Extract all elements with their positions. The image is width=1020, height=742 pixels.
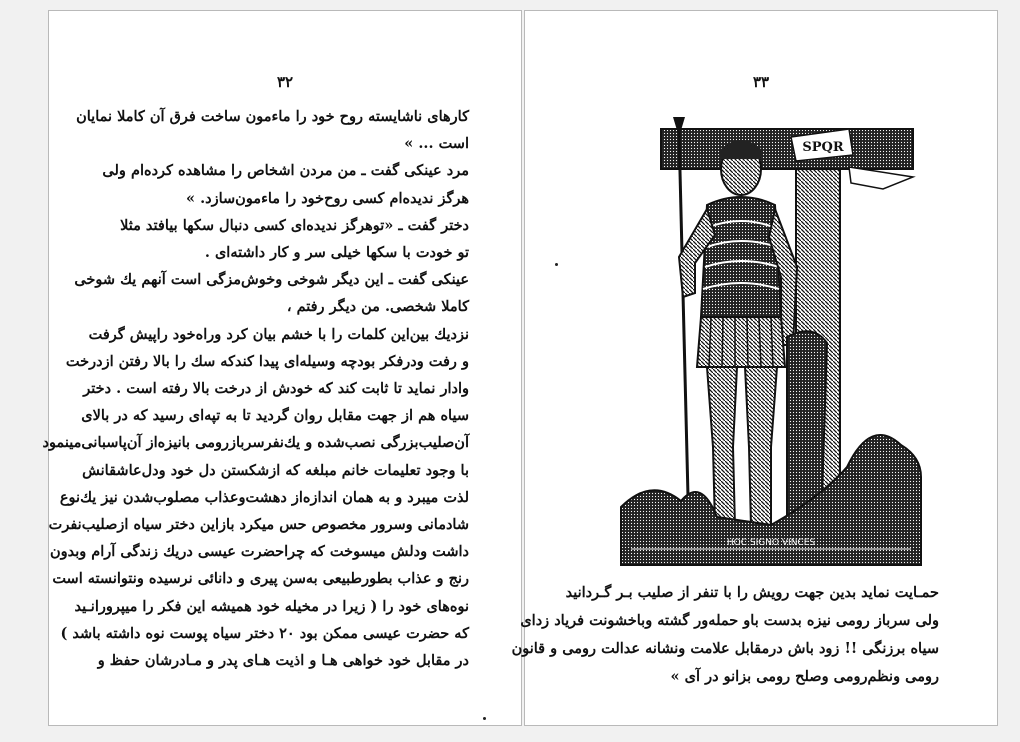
text-line: در مقابل خود خواهی هـا و اذیت هـای پدر و مـادرشان حفظ و [97,652,469,670]
text-line: دختر گفت ـ «توهرگز ندیده‌ای کسی دنبال سکها بیافتد مثلا [120,216,469,234]
text-line: رنج و عذاب بطورطبیعی به‌سن پیری و دانائی نرسیده ونتوانسته است [52,570,469,588]
text-line: شادمانی وسرور مخصوص حس میکرد بازاین دختر سیاه ازصلیب‌نفرت [48,516,469,534]
left-page-text [42,103,469,674]
text-line: عینکی گفت ـ این دیگر شوخی وخوش‌مزگی است آنهم یك شوخی [74,271,469,289]
right-page [511,10,998,726]
soldier-armor [701,197,781,317]
text-line: مرد عینکی گفت ـ من مردن اشخاص را مشاهده کرده‌ام ولی [102,162,469,180]
text-line: سیاه هم از جهت مقابل روان گردید تا به تپه‌ای رسید که در بالای [81,407,469,425]
text-line: لذت میبرد و به همان اندازه‌از دهشت‌وعذاب مصلوب‌شدن نیز یك‌نوع [59,488,469,506]
plinth-inscription: HOC SIGNO VINCES [726,538,816,548]
text-line: ولی سرباز رومی نیزه بدست باو حمله‌ور گشته وباخشونت فریاد زد‌ای [520,612,939,629]
text-line: سیاه برزنگی !! زود باش درمقابل علامت ونشانه عدالت رومی و قانون [511,640,939,657]
text-line: نزدیك بین‌این کلمات را با خشم بیان کرد وراه‌خود راپیش گرفت [88,325,469,343]
soldier-left-leg [707,367,737,527]
left-page [42,10,522,726]
right-page-text [511,579,939,691]
text-line: حمـایت نماید بدین جهت رویش را با تنفر از صلیب بـر گـردانید [565,584,939,601]
text-line: هرگز ندیده‌ام کسی روح‌خود را ماءمون‌سازد. » [185,189,469,207]
banner-text: SPQR [802,140,844,155]
text-line: آن‌صلیب‌بزرگی نصب‌شده و یك‌نفرسربازرومی بانیزه‌از آن‌پاسبانی‌مینمود [42,434,469,452]
banner-ribbon [849,167,913,189]
page-number-left: ۳۲ [276,73,294,91]
spear [679,131,689,537]
text-line: و رفت ودرفکر بودچه وسیله‌ای پیدا کندکه سك را بالا رفتن ازدرخت [65,352,469,370]
text-line: رومی ونظم‌رومی وصلح رومی بزانو در آی » [670,668,939,685]
text-line: داشت ودلش میسوخت که چراحضرت عیسی دریك زندگی آرام وبدون [49,543,469,561]
text-line: کاملا شخصی. من دیگر رفتم ، [286,298,469,316]
cross-beam [661,129,913,169]
page-speck [555,263,558,266]
text-line: کارهای ناشایسته روح خود را ماءمون ساخت فرق آن کاملا نمایان [76,108,469,125]
page-number-right: ۳۳ [752,73,770,91]
text-line: است ... » [404,135,469,153]
page-speck [483,717,486,720]
soldier-right-leg [745,367,777,527]
text-line: با وجود تعلیمات خانم مبلغه که ازشکستن دل خود ودل‌عاشقانش [82,461,469,479]
text-line: نوه‌های خود را ( زیرا در مخیله خود همیشه این فکر را میپرورانـید [74,597,469,615]
text-line: تو خودت با سکها خیلی سر و کار داشته‌ای . [204,244,469,262]
text-line: که حضرت عیسی ممکن بود ۲۰ دختر سیاه پوست نوه داشته باشد ) [60,624,469,642]
roman-soldier-woodcut-illustration [621,117,921,565]
text-line: وادار نماید تا ثابت کند که خودش از درخت بالا رفته است . دختر [83,380,469,398]
